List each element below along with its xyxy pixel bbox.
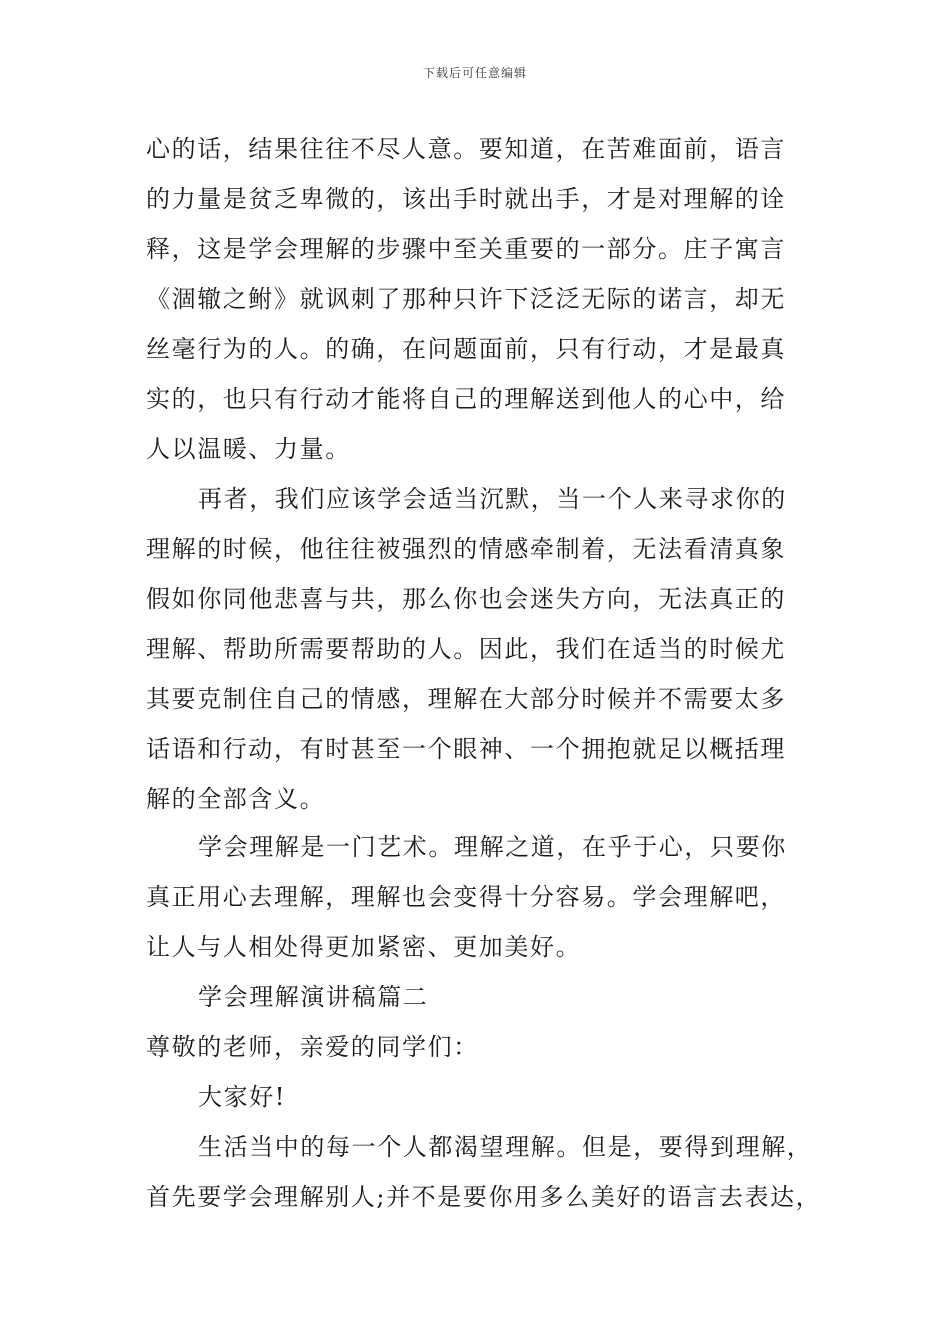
text-line: 首先要学会理解别人;并不是要你用多么美好的语言去表达，: [146, 1183, 822, 1211]
text-line: 人以温暖、力量。: [146, 435, 351, 463]
paragraph-first-line: 学会理解是一门艺术。理解之道，在乎于心，只要你: [198, 833, 787, 861]
text-line: 让人与人相处得更加紧密、更加美好。: [146, 933, 582, 961]
text-line: 假如你同他悲喜与共，那么你也会迷失方向，无法真正的: [146, 585, 786, 613]
text-line: 释，这是学会理解的步骤中至关重要的一部分。庄子寓言: [146, 235, 786, 263]
text-line: 实的，也只有行动才能将自己的理解送到他人的心中，给: [146, 385, 786, 413]
text-line: 心的话，结果往往不尽人意。要知道，在苦难面前，语言: [146, 135, 786, 163]
greeting: 大家好!: [198, 1083, 287, 1111]
paragraph-first-line: 生活当中的每一个人都渴望理解。但是，要得到理解，: [198, 1133, 813, 1161]
section-title: 学会理解演讲稿篇二: [198, 983, 429, 1011]
text-line: 理解的时候，他往往被强烈的情感牵制着，无法看清真象: [146, 535, 786, 563]
text-line: 理解、帮助所需要帮助的人。因此，我们在适当的时候尤: [146, 635, 786, 663]
text-line: 解的全部含义。: [146, 785, 326, 813]
text-line: 其要克制住自己的情感，理解在大部分时候并不需要太多: [146, 685, 786, 713]
text-line: 丝毫行为的人。的确，在问题面前，只有行动，才是最真: [146, 335, 786, 363]
text-line: 话语和行动，有时甚至一个眼神、一个拥抱就足以概括理: [146, 735, 786, 763]
page-header: 下载后可任意编辑: [422, 66, 527, 80]
text-line: 《涸辙之鲋》就讽刺了那种只许下泛泛无际的诺言，却无: [146, 285, 786, 313]
salutation: 尊敬的老师，亲爱的同学们：: [146, 1033, 479, 1061]
paragraph-first-line: 再者，我们应该学会适当沉默，当一个人来寻求你的: [198, 485, 787, 513]
text-line: 的力量是贫乏卑微的，该出手时就出手，才是对理解的诠: [146, 185, 786, 213]
text-line: 真正用心去理解，理解也会变得十分容易。学会理解吧，: [146, 883, 786, 911]
